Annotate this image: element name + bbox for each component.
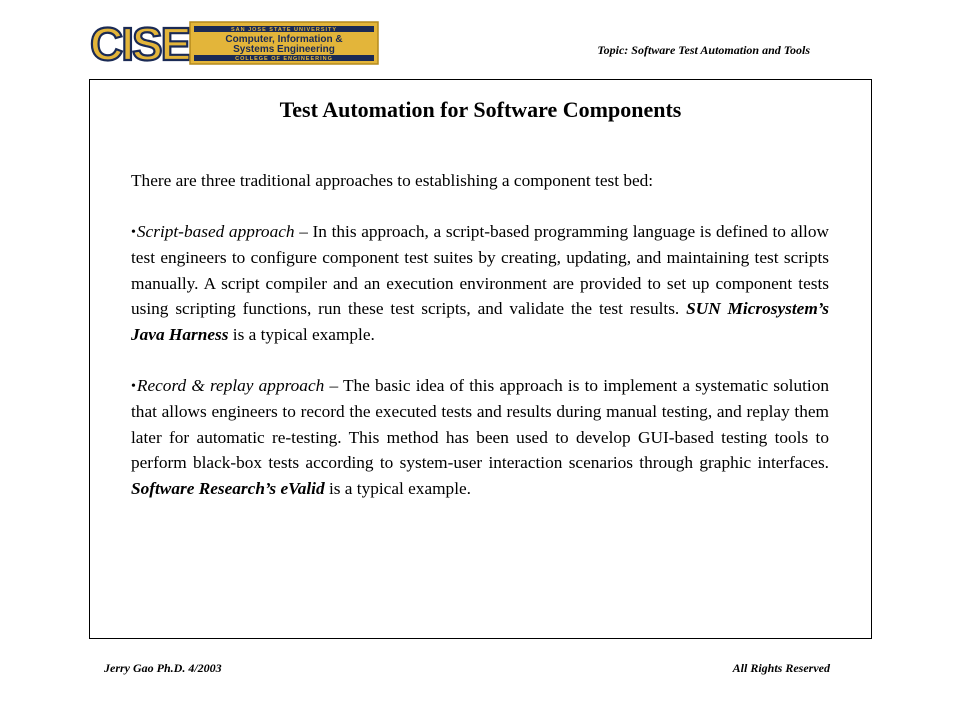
logo-dept-line1: Computer, Information & bbox=[225, 34, 343, 45]
approach-suffix: is a typical example. bbox=[228, 324, 375, 344]
footer-rights: All Rights Reserved bbox=[732, 661, 830, 675]
intro-paragraph: There are three traditional approaches to establishing a component test bed: bbox=[131, 171, 654, 190]
topic-label: Topic: Software Test Automation and Tools bbox=[597, 43, 810, 57]
approach-body: – In this approach, a script-based programming language is defined to allow test engineers to configure component test suites by creating, updating, and maintaining test scripts manually. A script compiler and an execution environment are provided to set up component tests using scripting functions, run these test scripts, and validate the test results. bbox=[131, 221, 829, 319]
approach-suffix: is a typical example. bbox=[324, 478, 471, 498]
logo-dept-line2: Systems Engineering bbox=[233, 44, 335, 55]
approach-body: – The basic idea of this approach is to implement a systematic solution that allows engineers to record the executed tests and results during manual testing, and replay them later for automatic re-testing. This method has been used to develop GUI-based testing tools to perform black-box tests according to system-user interaction scenarios through graphic interfaces. bbox=[131, 375, 829, 473]
approach-reference: SUN Microsystem’s Java Harness bbox=[131, 299, 829, 344]
approach-item-script bbox=[131, 219, 829, 348]
approach-item-record-replay bbox=[131, 373, 829, 502]
logo-letters-text: CISE bbox=[90, 18, 190, 68]
logo-college-text: COLLEGE OF ENGINEERING bbox=[235, 56, 333, 62]
approach-reference: Software Research’s eValid bbox=[131, 478, 325, 498]
bullet-icon: • bbox=[131, 378, 136, 394]
logo-university-text: SAN JOSE STATE UNIVERSITY bbox=[230, 27, 338, 33]
logo-cise-letters bbox=[90, 18, 190, 68]
approach-term: Script-based approach bbox=[136, 221, 295, 241]
cise-logo bbox=[88, 18, 382, 68]
approach-term: Record & replay approach bbox=[136, 375, 325, 395]
slide-frame bbox=[89, 79, 872, 639]
footer-author: Jerry Gao Ph.D. 4/2003 bbox=[104, 661, 222, 675]
slide-title: Test Automation for Software Components bbox=[279, 97, 682, 122]
bullet-icon: • bbox=[131, 224, 136, 240]
slide-content bbox=[131, 168, 829, 527]
